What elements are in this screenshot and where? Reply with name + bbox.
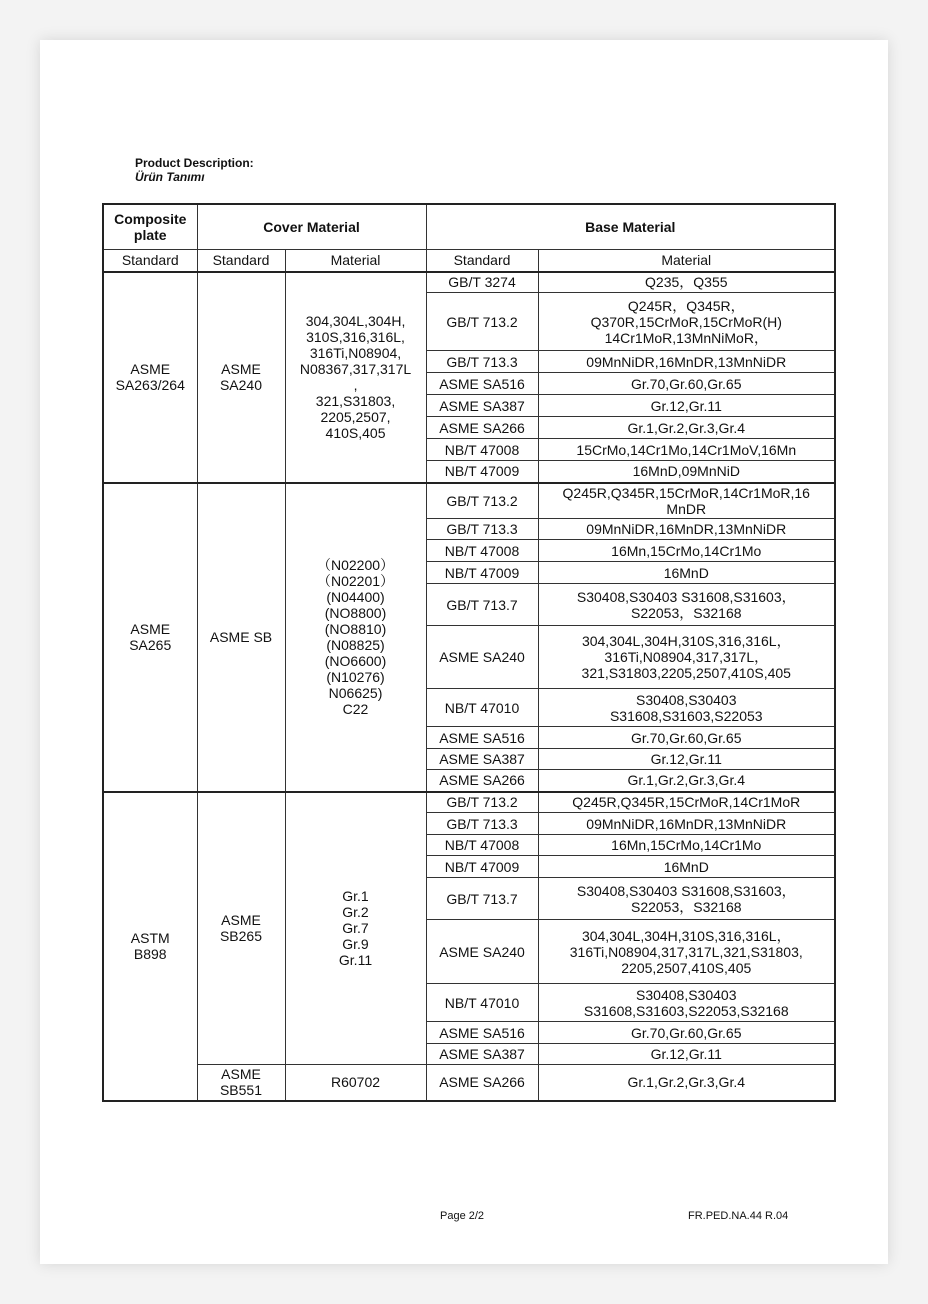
document-code: FR.PED.NA.44 R.04 [688,1210,789,1222]
base-material: 16Mn,15CrMo,14Cr1Mo [538,540,835,562]
description-title: Product Description: [135,156,254,170]
base-standard: ASME SA266 [426,1065,538,1101]
group1-cover-standard: ASME SA240 [197,272,285,483]
base-material: Q245R,Q345R,15CrMoR,14Cr1MoR [538,792,835,813]
base-material: 16Mn,15CrMo,14Cr1Mo [538,835,835,856]
base-material: Gr.12,Gr.11 [538,1044,835,1065]
base-material: Gr.12,Gr.11 [538,395,835,417]
base-standard: GB/T 713.3 [426,351,538,373]
page-number: Page 2/2 [440,1210,485,1222]
base-standard: NB/T 47009 [426,461,538,483]
base-material: Q245R,Q345R,15CrMoR,14Cr1MoR,16 MnDR [538,483,835,519]
base-standard: NB/T 47009 [426,562,538,584]
base-material: Gr.70,Gr.60,Gr.65 [538,373,835,395]
group1-composite: ASME SA263/264 [103,272,197,483]
base-standard: GB/T 713.2 [426,792,538,813]
group3-cover-material-2: R60702 [285,1065,426,1101]
subheader-cover-material: Material [285,250,426,272]
group2-cover-standard: ASME SB [197,483,285,792]
base-standard: ASME SA516 [426,727,538,749]
base-material: Q245R，Q345R， Q370R,15CrMoR,15CrMoR(H) 14Cr1MoR,13MnNiMoR， [538,293,835,351]
base-standard: ASME SA516 [426,373,538,395]
base-material: S30408,S30403 S31608,S31603， S22053，S32168 [538,878,835,920]
base-material: Q235，Q355 [538,272,835,293]
base-material: Gr.1,Gr.2,Gr.3,Gr.4 [538,1065,835,1101]
base-material: 304,304L,304H,310S,316,316L， 316Ti,N08904,317,317L,321,S31803, 2205,2507,410S,405 [538,920,835,984]
product-description [135,156,254,184]
base-standard: ASME SA387 [426,749,538,770]
base-material: 16MnD [538,856,835,878]
base-material: Gr.12,Gr.11 [538,749,835,770]
subheader-base-material: Material [538,250,835,272]
group3-cover-material: Gr.1 Gr.2 Gr.7 Gr.9 Gr.11 [285,792,426,1065]
document-page [40,40,888,1264]
base-standard: ASME SA266 [426,417,538,439]
base-standard: ASME SA240 [426,920,538,984]
header-cover: Cover Material [197,204,426,250]
base-standard: ASME SA240 [426,626,538,689]
base-material: S30408,S30403 S31608,S31603,S22053 [538,689,835,727]
group3-cover-standard-2: ASME SB551 [197,1065,285,1101]
group3-composite: ASTM B898 [103,792,197,1101]
base-material: Gr.70,Gr.60,Gr.65 [538,1022,835,1044]
base-standard: ASME SA387 [426,1044,538,1065]
base-standard: NB/T 47010 [426,689,538,727]
base-material: Gr.70,Gr.60,Gr.65 [538,727,835,749]
group2-cover-material: （N02200） （N02201） (N04400) (NO8800) (NO8810) (N08825) (NO6600) (N10276) N06625) C22 [285,483,426,792]
base-standard: GB/T 713.2 [426,293,538,351]
base-standard: GB/T 3274 [426,272,538,293]
base-material: 09MnNiDR,16MnDR,13MnNiDR [538,519,835,540]
base-standard: GB/T 713.7 [426,878,538,920]
description-title-tr: Ürün Tanımı [135,170,205,184]
base-material: 15CrMo,14Cr1Mo,14Cr1MoV,16Mn [538,439,835,461]
group2-composite: ASME SA265 [103,483,197,792]
header-base: Base Material [426,204,835,250]
subheader-standard: Standard [103,250,197,272]
base-standard: NB/T 47009 [426,856,538,878]
base-standard: ASME SA516 [426,1022,538,1044]
base-material: 16MnD [538,562,835,584]
base-material: 09MnNiDR,16MnDR,13MnNiDR [538,813,835,835]
base-material: Gr.1,Gr.2,Gr.3,Gr.4 [538,770,835,792]
base-material: S30408,S30403 S31608,S31603， S22053，S32168 [538,584,835,626]
base-standard: GB/T 713.3 [426,813,538,835]
group1-cover-material: 304,304L,304H, 310S,316,316L, 316Ti,N08904, N08367,317,317L , 321,S31803, 2205,2507, 410S,405 [285,272,426,483]
header-composite: Composite plate [103,204,197,250]
subheader-cover-standard: Standard [197,250,285,272]
base-standard: GB/T 713.2 [426,483,538,519]
material-table [102,203,836,1102]
base-material: Gr.1,Gr.2,Gr.3,Gr.4 [538,417,835,439]
subheader-base-standard: Standard [426,250,538,272]
base-standard: ASME SA387 [426,395,538,417]
base-material: 09MnNiDR,16MnDR,13MnNiDR [538,351,835,373]
base-material: 304,304L,304H,310S,316,316L， 316Ti,N08904,317,317L， 321,S31803,2205,2507,410S,405 [538,626,835,689]
base-standard: NB/T 47008 [426,439,538,461]
base-standard: GB/T 713.3 [426,519,538,540]
base-standard: GB/T 713.7 [426,584,538,626]
base-standard: NB/T 47008 [426,540,538,562]
group3-cover-standard: ASME SB265 [197,792,285,1065]
base-standard: NB/T 47010 [426,984,538,1022]
base-standard: NB/T 47008 [426,835,538,856]
base-material: 16MnD,09MnNiD [538,461,835,483]
base-material: S30408,S30403 S31608,S31603,S22053,S32168 [538,984,835,1022]
base-standard: ASME SA266 [426,770,538,792]
